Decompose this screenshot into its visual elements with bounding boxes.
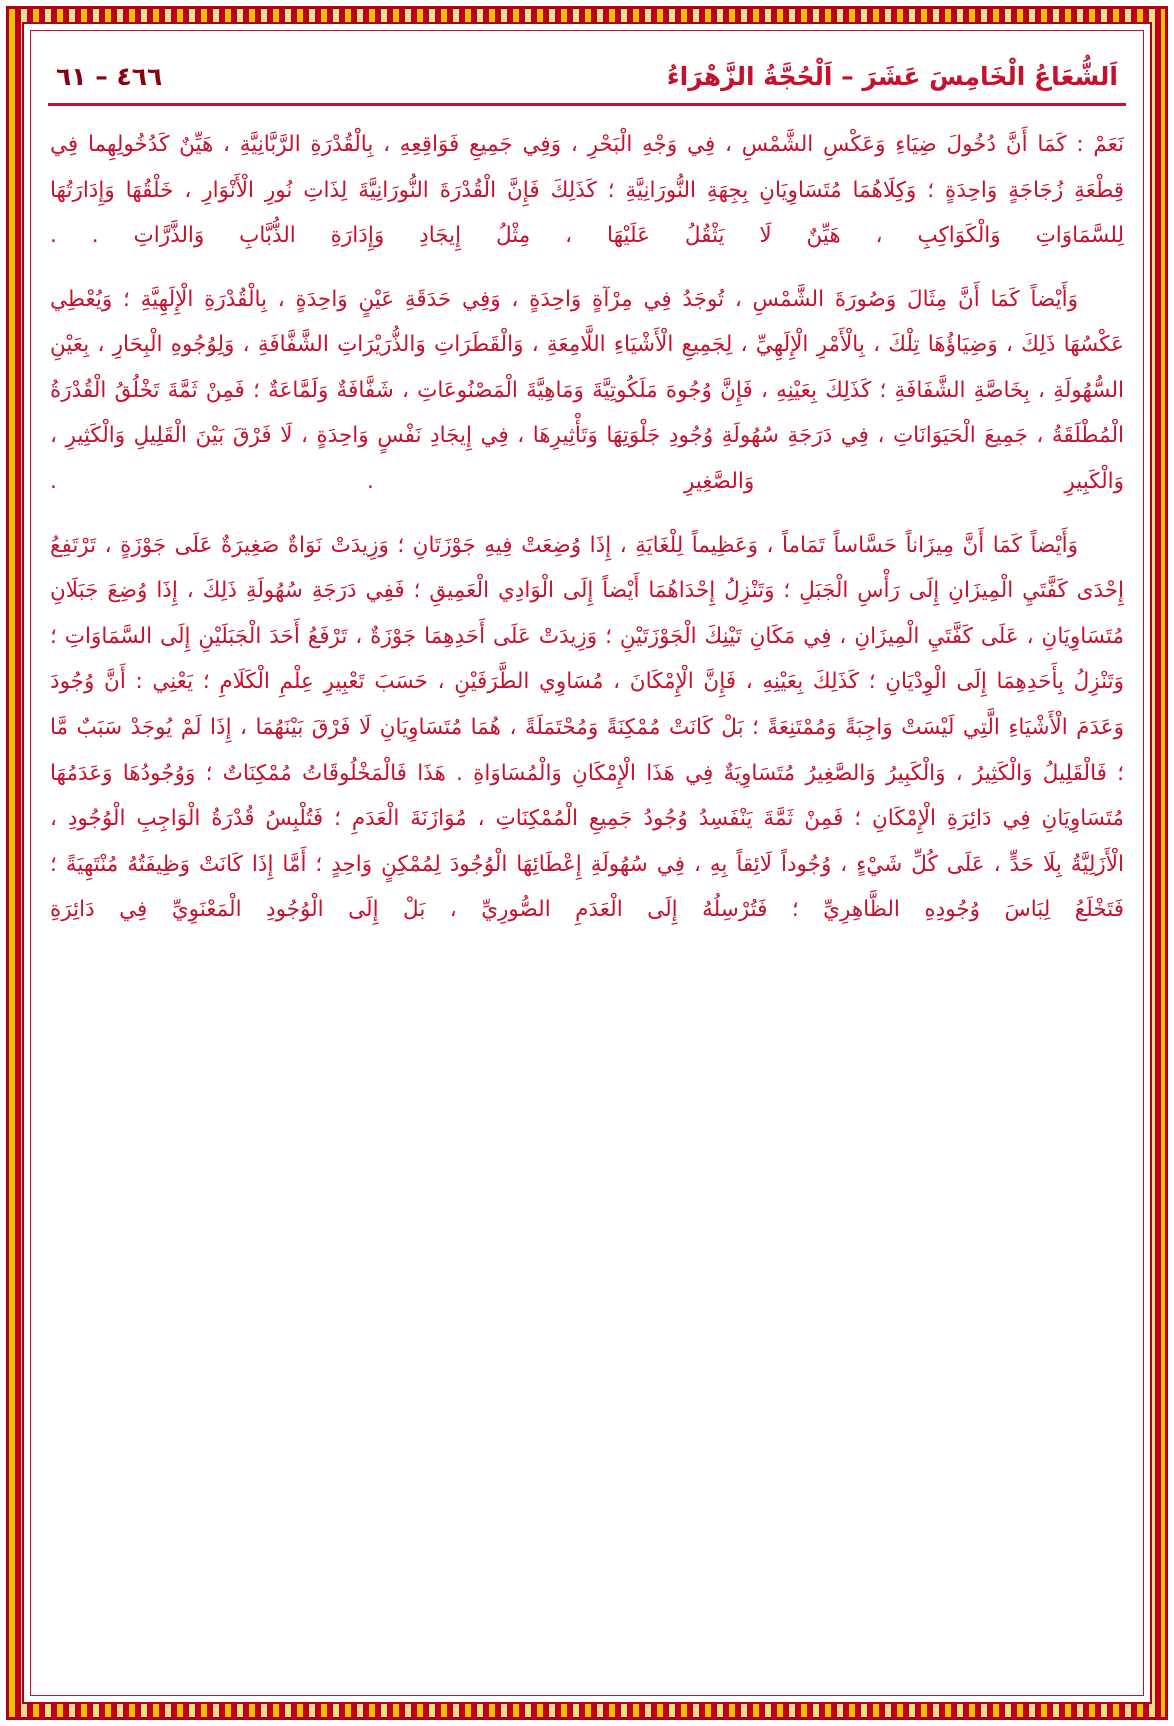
paragraph-2: وَأَيْضاً كَمَا أَنَّ مِثَالَ وَصُورَةَ الشَّمْسِ ، تُوجَدُ فِي مِرْآةٍ وَاحِدَةٍ ، وَفِي حَدَقَةِ عَيْنٍ وَاحِدَةٍ ، بِالْقُدْرَةِ الْإِلَهِيَّةِ ؛ وَيُعْطِي عَكْسُهَا ذَلِكَ ، وَضِيَاؤُهَا تِلْكَ ، بِالْأَمْرِ الْإِلَهِيِّ ، لِجَمِيعِ الْأَشْيَاءِ اللَّامِعَةِ ، وَالْقَطَرَاتِ وَالذُّرَيْرَاتِ الشَّفَّافَةِ ، وَلِوُجُوهِ الْبِحَارِ ، بِعَيْنِ السُّهُولَةِ ، بِخَاصَّةِ الشَّفَافَةِ ؛ كَذَلِكَ بِعَيْنِهِ ، فَإِنَّ وُجُوهَ مَلَكُوتِيَّةَ وَمَاهِيَّةَ الْمَصْنُوعَاتِ ، شَفَّافَةٌ وَلَمَّاعَةٌ ؛ فَمِنْ ثَمَّةَ تَخْلُقُ الْقُدْرَةُ الْمُطْلَقَةُ ، جَمِيعَ الْحَيَوَانَاتِ ، فِي دَرَجَةِ سُهُولَةِ وُجُودِ جَلْوَتِهَا وَتَأْثِيرِهَا ، فِي إِيجَادِ نَفْسٍ وَاحِدَةٍ ، لَا فَرْقَ بَيْنَ الْقَلِيلِ وَالْكَثِيرِ ، وَالْكَبِيرِ وَالصَّغِيرِ . . (50, 286, 1124, 495)
page-header (42, 44, 1132, 91)
page-content (42, 44, 1132, 1684)
page-title: اَلشُّعَاعُ الْخَامِسَ عَشَرَ – اَلْحُجَّةُ الزَّهْرَاءُ (666, 62, 1118, 91)
page-number: ٤٦٦ – ٦١ (56, 62, 163, 91)
paragraph-3: وَأَيْضاً كَمَا أَنَّ مِيزَاناً حَسَّاساً تَمَاماً ، وَعَظِيماً لِلْغَايَةِ ، إِذَا وُضِعَتْ فِيهِ جَوْزَتَانِ ؛ وَزِيدَتْ نَوَاةٌ صَغِيرَةٌ عَلَى جَوْزَةٍ ، تَرْتَفِعُ إِحْدَى كَفَّتَيِ الْمِيزَانِ إِلَى رَأْسِ الْجَبَلِ ؛ وَتَنْزِلُ إِحْدَاهُمَا أَيْضاً إِلَى الْوَادِي الْعَمِيقِ ؛ فَفِي دَرَجَةِ سُهُولَةِ ذَلِكَ ، إِذَا وُضِعَ جَبَلَانِ مُتَسَاوِيَانِ ، عَلَى كَفَّتَيِ الْمِيزَانِ ، فِي مَكَانِ تَيْنِكَ الْجَوْزَتَيْنِ ؛ وَزِيدَتْ عَلَى أَحَدِهِمَا جَوْزَةٌ ، تَرْفَعُ أَحَدَ الْجَبَلَيْنِ إِلَى السَّمَاوَاتِ ؛ وَتَنْزِلُ بِأَحَدِهِمَا إِلَى الْوِدْيَانِ ؛ كَذَلِكَ بِعَيْنِهِ ، فَإِنَّ الْإِمْكَانَ ، مُسَاوِي الطَّرَفَيْنِ ، حَسَبَ تَعْبِيرِ عِلْمِ الْكَلَامِ ؛ يَعْنِي : أَنَّ وُجُودَ وَعَدَمَ الْأَشْيَاءِ الَّتِي لَيْسَتْ وَاجِبَةً وَمُمْتَنِعَةً ؛ بَلْ كَانَتْ مُمْكِنَةً وَمُحْتَمَلَةً ، هُمَا مُتَسَاوِيَانِ لَا فَرْقَ بَيْنَهُمَا ، إِذَا لَمْ يُوجَدْ سَبَبٌ مَّا ؛ فَالْقَلِيلُ وَالْكَثِيرُ ، وَالْكَبِيرُ وَالصَّغِيرُ مُتَسَاوِيَةٌ فِي هَذَا الْإِمْكَانِ وَالْمُسَاوَاةِ . هَذَا فَالْمَخْلُوقَاتُ مُمْكِنَاتٌ ؛ وَوُجُودُهَا وَعَدَمُهَا مُتَسَاوِيَانِ فِي دَائِرَةِ الْإِمْكَانِ ؛ فَمِنْ ثَمَّةَ يَنْفَسِدُ وُجُودُ جَمِيعِ الْمُمْكِنَاتِ ، مُوَازَنَةَ الْعَدَمِ ؛ فَتُلْبِسُ قُدْرَةُ الْوَاجِبِ الْوُجُودِ ، الْأَزَلِيَّةُ بِلَا حَدٍّ ، عَلَى كُلِّ شَيْءٍ ، وُجُوداً لَائِقاً بِهِ ، فِي سُهُولَةِ إِعْطَائِهَا الْوُجُودَ لِمُمْكِنٍ وَاحِدٍ ؛ أَمَّا إِذَا كَانَتْ وَظِيفَتُهُ مُنْتَهِيَةً ؛ فَتَخْلَعُ لِبَاسَ وُجُودِهِ الظَّاهِرِيِّ ؛ فَتُرْسِلُهُ إِلَى الْعَدَمِ الصُّورِيِّ ، بَلْ إِلَى الْوُجُودِ الْمَعْنَوِيِّ فِي دَائِرَةِ (50, 532, 1124, 923)
body-text (42, 106, 1132, 933)
paragraph-1: نَعَمْ : كَمَا أَنَّ دُخُولَ ضِيَاءِ وَعَكْسِ الشَّمْسِ ، فِي وَجْهِ الْبَحْرِ ، وَفِي جَمِيعِ فَوَاقِعِهِ ، بِالْقُدْرَةِ الرَّبَّانِيَّةِ ، هَيِّنٌ كَدُخُولِهِما فِي قِطْعَةِ زُجَاجَةٍ وَاحِدَةٍ ؛ وَكِلَاهُمَا مُتَسَاوِيَانِ بِجِهَةِ النُّورَانِيَّةِ ؛ كَذَلِكَ فَإِنَّ الْقُدْرَةَ النُّورَانِيَّةَ لِذَاتِ نُورِ الْأَنْوَارِ ، خَلْقُهَا وَإِدَارَتُهَا لِلسَّمَاوَاتِ وَالْكَوَاكِبِ ، هَيِّنٌ لَا يَثْقُلُ عَلَيْهَا ، مِثْلُ إِيجَادِ وَإِدَارَةِ الذُّبَّابِ وَالذَّرَّاتِ . . (50, 132, 1124, 249)
